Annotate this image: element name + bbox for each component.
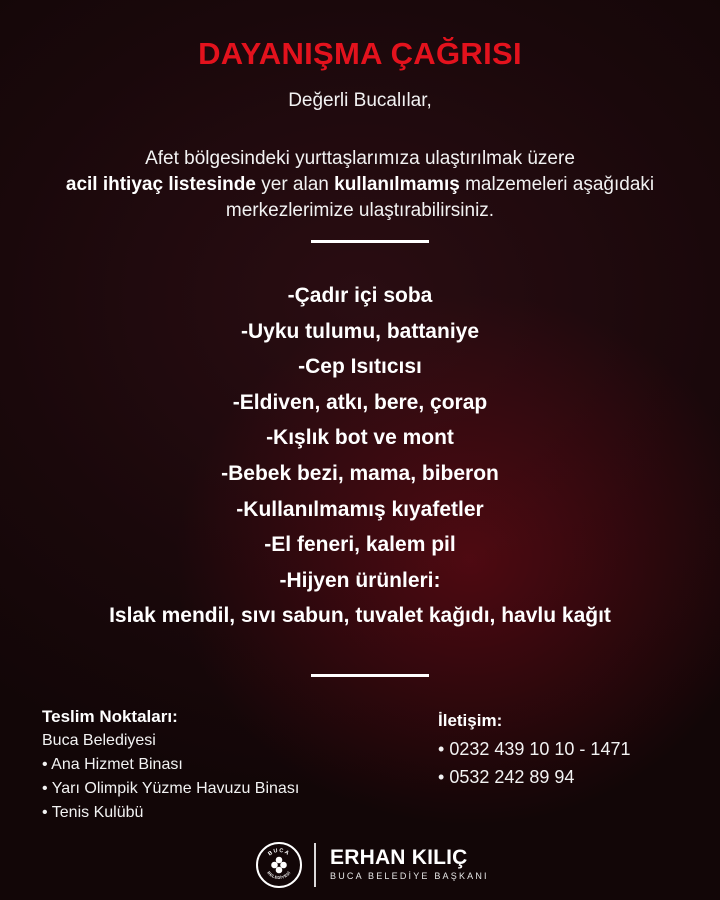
mayor-title: BUCA BELEDİYE BAŞKANI <box>330 871 489 881</box>
greeting: Değerli Bucalılar, <box>288 90 432 111</box>
intro-line-1: Afet bölgesindeki yurttaşlarımıza ulaştırılmak üzere <box>145 148 575 169</box>
divider-top <box>311 240 429 243</box>
phone-number: • 0532 242 89 94 <box>438 763 630 791</box>
list-item: -Çadır içi soba <box>287 284 433 307</box>
list-item: -El feneri, kalem pil <box>264 533 456 557</box>
logo-text-bottom: BELEDİYESİ <box>266 870 292 881</box>
intro-bold-2: kullanılmamış <box>334 174 460 195</box>
intro-mid: yer alan <box>255 174 335 195</box>
intro-paragraph <box>0 146 720 224</box>
intro-rest: malzemeleri aşağıdaki <box>459 174 655 195</box>
buca-municipality-logo-icon <box>256 842 302 888</box>
footer-signature <box>256 840 489 890</box>
intro-line-2 <box>0 172 720 198</box>
list-item: -Eldiven, atkı, bere, çorap <box>232 390 488 414</box>
logo-emblem-icon <box>258 844 300 886</box>
divider-bottom <box>311 674 429 677</box>
list-item: -Cep Isıtıcısı <box>298 355 422 379</box>
poster-title: DAYANIŞMA ÇAĞRISI <box>198 36 522 71</box>
delivery-point: • Tenis Kulübü <box>42 801 299 825</box>
delivery-point: • Ana Hizmet Binası <box>42 753 299 777</box>
intro-bold-1: acil ihtiyaç listesinde <box>65 174 256 195</box>
intro-line-3: merkezlerimize ulaştırabilirsiniz. <box>225 200 495 221</box>
svg-text:BUCA <box>267 848 290 858</box>
mayor-name: ERHAN KILIÇ <box>330 846 468 869</box>
contact-info <box>438 707 630 791</box>
delivery-org: Buca Belediyesi <box>42 732 156 749</box>
list-item: -Kışlık bot ve mont <box>266 426 454 450</box>
delivery-point: • Yarı Olimpik Yüzme Havuzu Binası <box>42 777 299 801</box>
contact-heading: İletişim: <box>438 711 503 730</box>
logo-text-top: BUCA <box>267 847 291 858</box>
mayor-block <box>330 847 489 883</box>
list-item: -Kullanılmamış kıyafetler <box>236 497 484 521</box>
list-item: -Bebek bezi, mama, biberon <box>221 461 499 485</box>
delivery-heading: Teslim Noktaları: <box>42 707 178 726</box>
delivery-points <box>42 705 299 825</box>
footer-separator <box>314 843 316 887</box>
list-item: Islak mendil, sıvı sabun, tuvalet kağıdı, havlu kağıt <box>109 604 611 628</box>
list-item: -Uyku tulumu, battaniye <box>240 319 480 343</box>
needs-list <box>0 278 720 634</box>
list-item: -Hijyen ürünleri: <box>279 568 441 592</box>
phone-number: • 0232 439 10 10 - 1471 <box>438 735 630 763</box>
